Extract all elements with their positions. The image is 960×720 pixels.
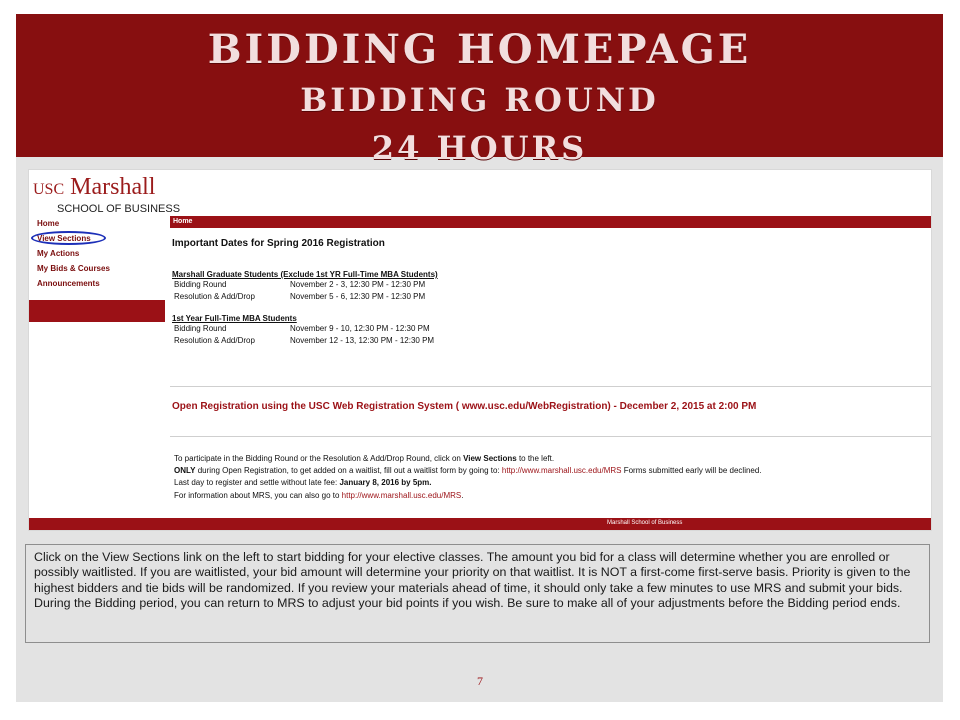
instruction-caption: Click on the View Sections link on the left to start bidding for your elective classes. The amount you bid for a class will determine whether you are enrolled or possibly waitlisted. If you are waitlisted, your bid amount will determine your priority on that waitlist. It is NOT a first-come first-serve basis. Priority is given to the highest bidders and tie bids will be randomized. If you review your materials ahead of time, it should only take a few minutes to use MRS and submit your bids. During the Bidding period, you can return to MRS to adjust your bid points if you wish. Be sure to make all of your adjustments before the Bidding period ends. bbox=[25, 544, 930, 643]
slide-header bbox=[16, 14, 943, 167]
date-row bbox=[174, 335, 932, 347]
info-line bbox=[174, 478, 432, 487]
date-row bbox=[174, 291, 932, 303]
date-row bbox=[174, 279, 932, 291]
info-text: Last day to register and settle without late fee: bbox=[174, 478, 340, 487]
slide-subtitle-duration: 24 HOURS bbox=[371, 129, 588, 167]
page-heading: Important Dates for Spring 2016 Registration bbox=[172, 238, 385, 249]
date-row bbox=[174, 323, 932, 335]
info-text: during Open Registration, to get added on a waitlist, fill out a waitlist form by going to: bbox=[195, 466, 502, 475]
date-row-value: November 5 - 6, 12:30 PM - 12:30 PM bbox=[290, 292, 426, 301]
group-title: Marshall Graduate Students (Exclude 1st YR Full-Time MBA Students) bbox=[172, 270, 438, 279]
date-row-label: Bidding Round bbox=[174, 324, 227, 333]
open-registration-notice: Open Registration using the USC Web Registration System ( www.usc.edu/WebRegistration) - December 2, 2015 at 2:00 PM bbox=[172, 401, 757, 412]
slide-title: BIDDING HOMEPAGE bbox=[207, 26, 752, 73]
info-text: to the left. bbox=[516, 454, 555, 463]
sidebar-item-my-actions[interactable]: My Actions bbox=[37, 249, 80, 258]
main-header-bar: Home bbox=[170, 216, 932, 228]
sidebar-nav bbox=[29, 216, 165, 291]
info-text-bold: January 8, 2016 by 5pm. bbox=[339, 478, 432, 487]
sidebar-item-home[interactable]: Home bbox=[37, 219, 60, 228]
logo-marshall-text: Marshall bbox=[70, 174, 156, 200]
sidebar-red-block bbox=[29, 300, 165, 322]
sidebar-item-view-sections[interactable] bbox=[29, 231, 165, 246]
sidebar-item-my-bids[interactable]: My Bids & Courses bbox=[37, 264, 110, 273]
date-group-first-year bbox=[170, 314, 932, 347]
mrs-link[interactable]: http://www.marshall.usc.edu/MRS bbox=[501, 466, 622, 475]
sidebar-item-label: View Sections bbox=[37, 234, 91, 243]
divider bbox=[170, 386, 932, 387]
date-group-graduate bbox=[170, 270, 932, 303]
page-number: 7 bbox=[477, 674, 483, 688]
date-row-label: Resolution & Add/Drop bbox=[174, 336, 255, 345]
info-text: To participate in the Bidding Round or the Resolution & Add/Drop Round, click on bbox=[174, 454, 464, 463]
info-text: Forms submitted early will be declined. bbox=[621, 466, 762, 475]
mrs-homepage-screenshot bbox=[28, 169, 932, 531]
divider bbox=[170, 436, 932, 437]
group-title: 1st Year Full-Time MBA Students bbox=[172, 314, 297, 323]
date-row-value: November 9 - 10, 12:30 PM - 12:30 PM bbox=[290, 324, 430, 333]
logo-usc-text: USC bbox=[33, 181, 65, 198]
slide-subtitle: BIDDING ROUND bbox=[300, 81, 659, 119]
date-row-label: Resolution & Add/Drop bbox=[174, 292, 255, 301]
highlight-circle bbox=[31, 231, 106, 245]
info-line bbox=[174, 466, 762, 475]
screenshot-footer-bar bbox=[29, 518, 932, 531]
footer-text: Marshall School of Business bbox=[607, 520, 683, 526]
date-row-value: November 2 - 3, 12:30 PM - 12:30 PM bbox=[290, 280, 426, 289]
usc-marshall-logo bbox=[33, 174, 180, 215]
main-content bbox=[170, 216, 932, 500]
info-text-bold: ONLY bbox=[174, 466, 196, 475]
mrs-info-link[interactable]: http://www.marshall.usc.edu/MRS bbox=[341, 491, 462, 500]
info-line bbox=[174, 454, 554, 463]
sidebar-item-announcements[interactable]: Announcements bbox=[37, 279, 100, 288]
date-row-label: Bidding Round bbox=[174, 280, 227, 289]
info-text: For information about MRS, you can also go to bbox=[174, 491, 342, 500]
info-line bbox=[174, 491, 463, 500]
date-row-value: November 12 - 13, 12:30 PM - 12:30 PM bbox=[290, 336, 435, 345]
info-text: . bbox=[461, 491, 464, 500]
logo-subtitle: SCHOOL OF BUSINESS bbox=[57, 203, 181, 215]
view-sections-link[interactable]: View Sections bbox=[463, 454, 517, 463]
